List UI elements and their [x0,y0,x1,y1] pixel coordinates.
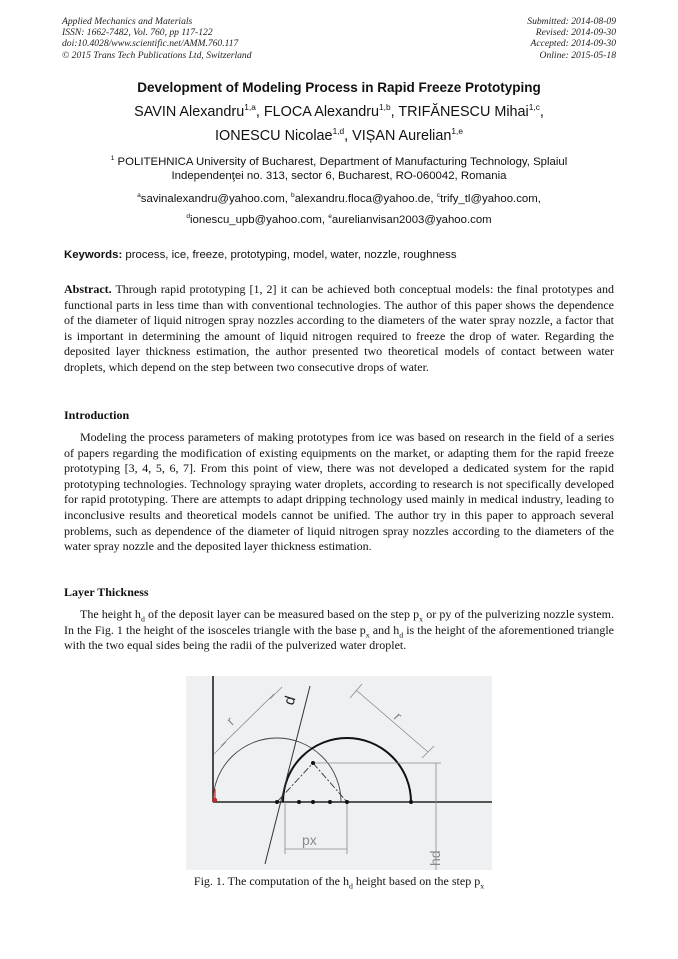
abstract-label: Abstract. [64,282,112,296]
date-accepted: Accepted: 2014-09-30 [530,38,616,50]
base-point [328,800,332,804]
affiliation-sup: 1 [110,155,115,163]
keywords [64,249,616,261]
journal-name: Applied Mechanics and Materials [62,16,193,27]
px-label: px [302,832,317,848]
author-name: VIȘAN Aurelian [352,128,452,144]
author-sup: 1,d [332,126,345,137]
journal-info [62,16,252,61]
date-revised: Revised: 2014-09-30 [535,27,616,39]
keywords-label: Keywords: [64,249,123,261]
author-sep: , [539,104,544,120]
abstract [64,282,614,376]
text-run: of the deposit layer can be measured based on the step p [144,607,420,621]
email-link[interactable]: savinalexandru@yahoo.com, [140,193,292,205]
author-sep: , [344,128,353,144]
base-point [311,800,315,804]
r-right-label: r [390,708,406,724]
text-run: or py of the pulverizing nozzle system. In the Fig. 1 the height of the isosceles triangle with the base p [64,607,614,637]
author-line-1 [0,104,678,120]
journal-issn: ISSN: 1662-7482, Vol. 760, pp 117-122 [62,27,213,39]
caption-subscript: x [480,881,485,891]
email-link[interactable]: aurelianvisan2003@yahoo.com [331,214,492,226]
subscript: x [365,629,370,639]
journal-copyright: © 2015 Trans Tech Publications Ltd, Switzerland [62,49,252,61]
figure-1 [186,676,492,870]
caption-subscript: d [348,881,353,891]
caption-text: height based on the step p [352,874,481,888]
introduction-heading: Introduction [64,408,130,422]
date-online: Online: 2015-05-18 [539,49,616,61]
email-line-2 [0,214,678,226]
author-name: SAVIN Alexandru [134,104,245,120]
affiliation [80,155,598,183]
email-sup: e [328,213,332,221]
author-name: IONESCU Nicolae [215,128,333,144]
triangle-side-right [313,763,347,802]
date-submitted: Submitted: 2014-08-09 [527,16,616,27]
email-sup: b [291,192,295,200]
author-sup: 1,a [244,102,256,113]
journal-doi: doi:10.4028/www.scientific.net/AMM.760.117 [62,38,239,50]
email-line-1 [0,193,678,205]
author-name: TRIFĂNESCU Mihai [398,104,529,120]
intersection-point [311,761,315,765]
text-run: The height h [80,607,141,621]
layer-thickness-heading: Layer Thickness [64,585,149,599]
author-sup: 1,b [379,102,391,113]
hd-label: hd [427,850,443,866]
email-link[interactable]: alexandru.floca@yahoo.de, [294,193,437,205]
base-point [275,800,279,804]
introduction-paragraph: Modeling the process parameters of making prototypes from ice was based on research in the field of a series of papers regarding the modification of existing equipments on the market, or adapting them for the rapid freeze prototyping [3, 4, 5, 6, 7]. From this point of view, there was not developed a dedicated system for the rapid prototyping technologies. Technology spraying water droplets, according to research is not specifically developed for rapid prototyping. There are attempts to adapt dripping technology used mainly in medical industry, leading to inconclusive results and theoretical models cannot be unified. The author try in this paper to approach several problems, such as dependence of the diameter of liquid nitrogen spray nozzles according to the diameters of the water spray nozzle and the deposited layer thickness estimation. [64,430,614,554]
subscript: d [399,629,404,639]
d-label: d [280,694,300,708]
caption-text: Fig. 1. The computation of the h [193,874,349,888]
r-right-tick [350,684,362,698]
affiliation-text: POLITEHNICA University of Bucharest, Department of Manufacturing Technology, Splaiul Independenţei no. 313, sector 6, Bucharest, RO-060042, Romania [114,156,568,182]
keywords-text: process, ice, freeze, prototyping, model, water, nozzle, roughness [122,249,457,261]
left-droplet-arc [213,738,341,802]
r-right-tick [422,746,434,758]
author-name: FLOCA Alexandru [263,104,380,120]
email-sup: c [436,192,441,200]
base-point [345,800,349,804]
text-run: is the height of the aforementioned triangle with the two equal sides being the radii of the pulverized water droplet. [64,622,615,653]
r-left-tick [214,742,226,754]
email-sup: d [186,213,191,221]
author-sep: , [255,104,264,120]
email-link[interactable]: trify_tl@yahoo.com, [440,193,541,205]
droplet-geometry-diagram [186,676,492,870]
author-line-2 [0,128,678,144]
r-left-tick [270,687,282,699]
base-point [297,800,301,804]
author-sep: , [390,104,399,120]
subscript: d [140,614,145,624]
right-droplet-arc [283,738,411,802]
figure-caption [0,874,678,889]
email-link[interactable]: ionescu_upb@yahoo.com, [190,214,329,226]
subscript: x [419,614,424,624]
text-run: and h [369,622,400,637]
base-point [409,800,413,804]
submission-dates [527,16,616,61]
layer-thickness-paragraph [64,607,614,654]
paper-title: Development of Modeling Process in Rapid Freeze Prototyping [137,80,541,95]
email-sup: a [137,192,141,200]
author-sup: 1,e [451,126,463,137]
abstract-text: Through rapid prototyping [1, 2] it can be achieved both conceptual models: the final prototypes and functional parts in less time than with conventional technologies. The author of this paper shows the dependence of the diameter of liquid nitrogen spray nozzles according to the diameters of the water spray nozzle, a factor that is important in determining the amount of liquid nitrogen required to freeze the drop of water. Regarding the deposited layer thickness estimation, the author presented two theoretical models of contact between water droplets, which depend on the step between two consecutive drops of water. [64,282,614,374]
author-sup: 1,c [528,102,540,113]
r-left-label: r [222,713,238,729]
